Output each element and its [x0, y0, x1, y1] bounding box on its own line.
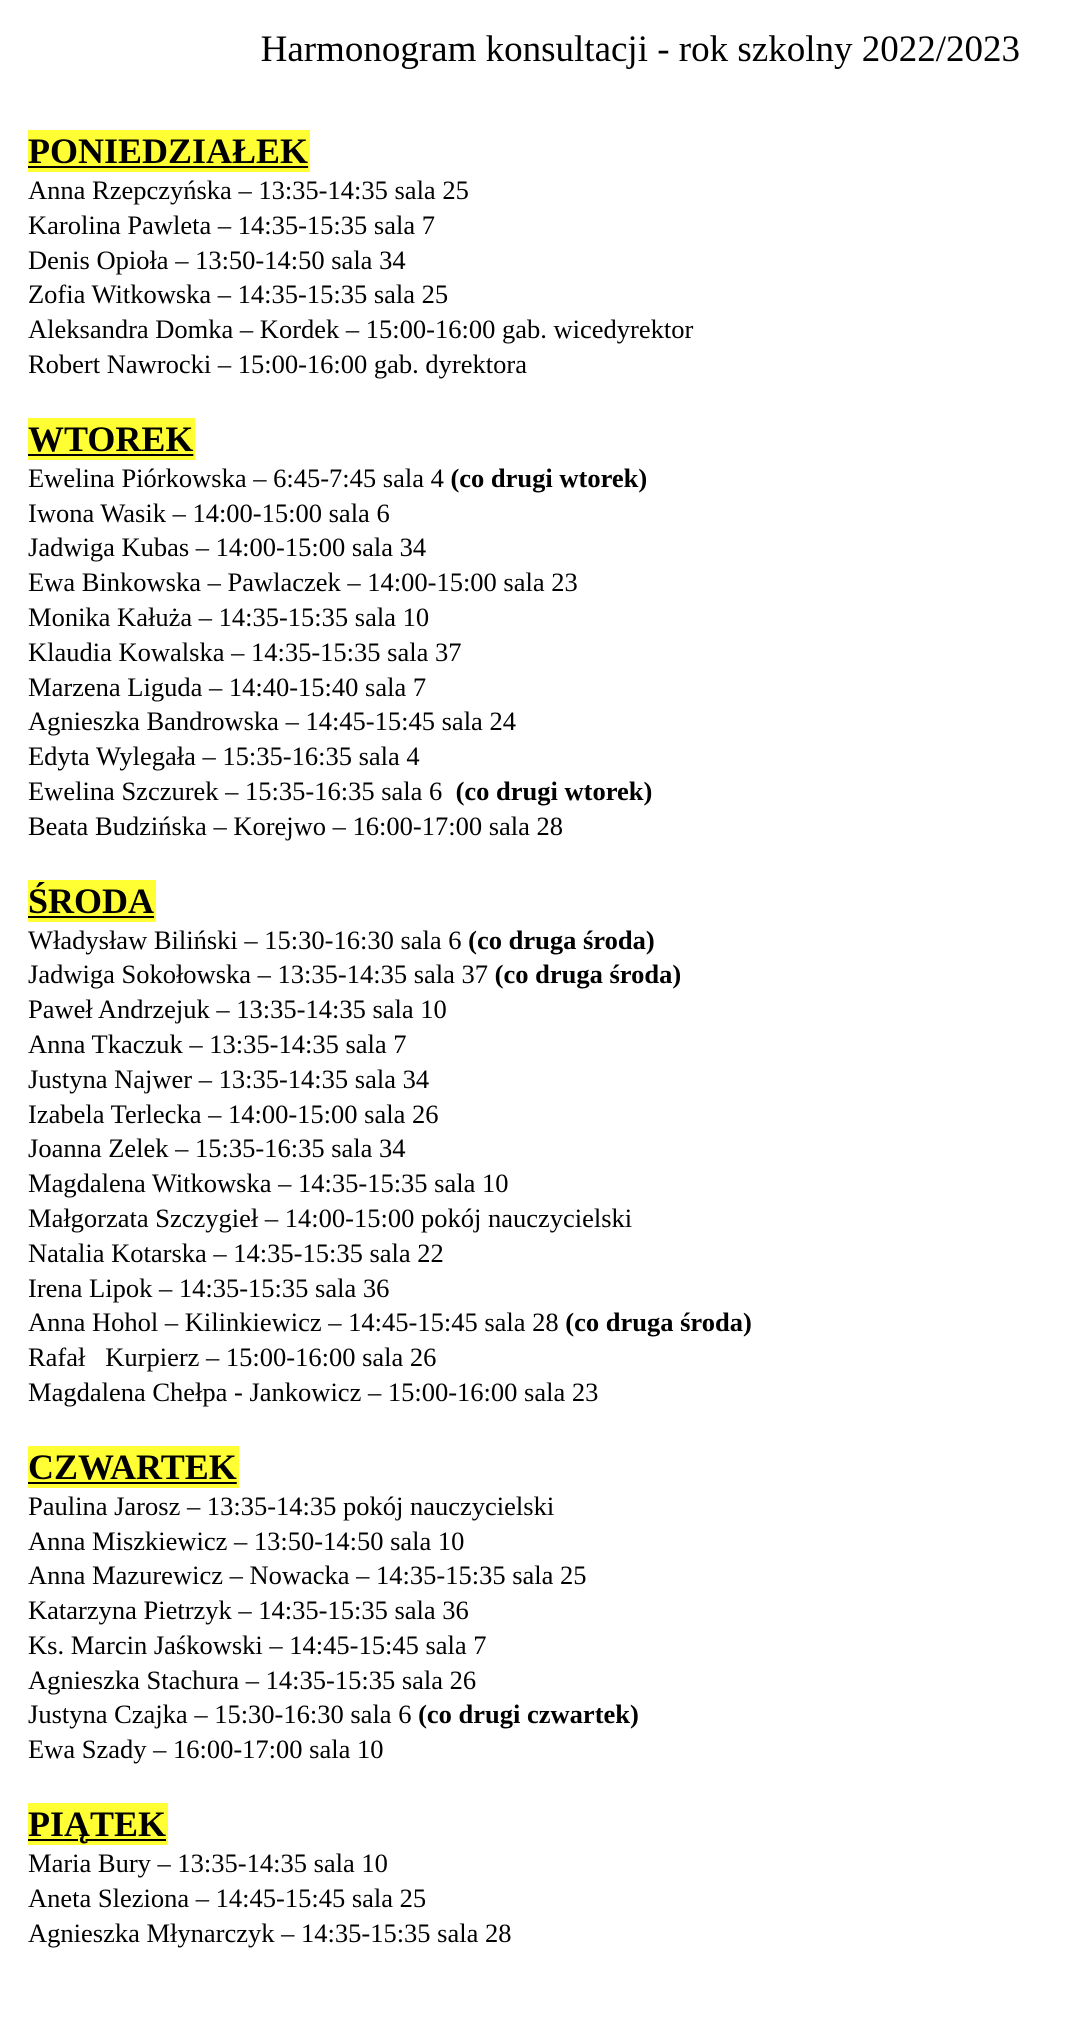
entry-text: Zofia Witkowska – 14:35-15:35 sala 25 — [28, 279, 449, 310]
entry-text: Ewelina Szczurek – 15:35-16:35 sala 6 — [28, 775, 456, 806]
entry-text: Klaudia Kowalska – 14:35-15:35 sala 37 — [28, 636, 462, 667]
entry-text: Beata Budzińska – Korejwo – 16:00-17:00 sala 28 — [28, 810, 564, 841]
entry-text: Natalia Kotarska – 14:35-15:35 sala 22 — [28, 1237, 444, 1268]
consultation-entry — [28, 530, 1058, 565]
day-heading: PIĄTEK — [28, 1804, 167, 1845]
entry-text: Maria Bury – 13:35-14:35 sala 10 — [28, 1848, 388, 1879]
consultation-list — [28, 1846, 1058, 1950]
consultation-entry — [28, 992, 1058, 1027]
consultation-entry — [28, 1558, 1058, 1593]
document-title: Harmonogram konsultacji - rok szkolny 2022/2023 — [260, 29, 1020, 70]
entry-text: Izabela Terlecka – 14:00-15:00 sala 26 — [28, 1098, 439, 1129]
consultation-entry — [28, 1593, 1058, 1628]
consultation-entry — [28, 1131, 1058, 1166]
consultation-entry — [28, 1305, 1058, 1340]
entry-text: Agnieszka Bandrowska – 14:45-15:45 sala 24 — [28, 706, 516, 737]
consultation-entry — [28, 347, 1058, 382]
consultation-entry — [28, 1201, 1058, 1236]
entry-text: Małgorzata Szczygieł – 14:00-15:00 pokój nauczycielski — [28, 1202, 633, 1233]
entry-text: Denis Opioła – 13:50-14:50 sala 34 — [28, 244, 406, 275]
consultation-entry — [28, 1697, 1058, 1732]
consultation-entry — [28, 173, 1058, 208]
day-section — [28, 1446, 1058, 1767]
day-heading: CZWARTEK — [28, 1446, 237, 1487]
entry-text: Anna Tkaczuk – 13:35-14:35 sala 7 — [28, 1028, 407, 1059]
entry-note: (co druga środa) — [494, 959, 682, 990]
day-heading: PONIEDZIAŁEK — [28, 131, 309, 171]
entry-text: Monika Kałuża – 14:35-15:35 sala 10 — [28, 601, 430, 632]
entry-text: Justyna Najwer – 13:35-14:35 sala 34 — [28, 1063, 430, 1094]
consultation-entry — [28, 243, 1058, 278]
day-section — [28, 130, 1058, 382]
entry-text: Edyta Wylegała – 15:35-16:35 sala 4 — [28, 741, 420, 772]
entry-text: Ks. Marcin Jaśkowski – 14:45-15:45 sala 7 — [28, 1629, 487, 1660]
consultation-entry — [28, 1881, 1058, 1916]
consultation-list — [28, 461, 1058, 844]
entry-text: Aneta Sleziona – 14:45-15:45 sala 25 — [28, 1882, 427, 1913]
entry-text: Paweł Andrzejuk – 13:35-14:35 sala 10 — [28, 994, 447, 1025]
entry-text: Ewa Szady – 16:00-17:00 sala 10 — [28, 1734, 384, 1765]
consultation-entry — [28, 670, 1058, 705]
entry-text: Agnieszka Stachura – 14:35-15:35 sala 26 — [28, 1664, 477, 1695]
consultation-entry — [28, 312, 1058, 347]
consultation-entry — [28, 1732, 1058, 1767]
entry-note: (co drugi wtorek) — [455, 775, 653, 806]
entry-note: (co drugi czwartek) — [418, 1699, 639, 1730]
consultation-entry — [28, 600, 1058, 635]
consultation-entry — [28, 1846, 1058, 1881]
consultation-entry — [28, 1489, 1058, 1524]
consultation-entry — [28, 208, 1058, 243]
consultation-entry — [28, 1166, 1058, 1201]
consultation-entry — [28, 1628, 1058, 1663]
consultation-entry — [28, 496, 1058, 531]
consultation-entry — [28, 565, 1058, 600]
consultation-entry — [28, 1340, 1058, 1375]
entry-text: Jadwiga Sokołowska – 13:35-14:35 sala 37 — [28, 959, 495, 990]
entry-text: Joanna Zelek – 15:35-16:35 sala 34 — [28, 1133, 406, 1164]
entry-text: Irena Lipok – 14:35-15:35 sala 36 — [28, 1272, 390, 1303]
entry-text: Karolina Pawleta – 14:35-15:35 sala 7 — [28, 209, 435, 240]
consultation-entry — [28, 1097, 1058, 1132]
consultation-entry — [28, 809, 1058, 844]
consultation-entry — [28, 739, 1058, 774]
consultation-entry — [28, 1663, 1058, 1698]
entry-text: Ewelina Piórkowska – 6:45-7:45 sala 4 — [28, 462, 451, 493]
consultation-entry — [28, 1236, 1058, 1271]
entry-text: Agnieszka Młynarczyk – 14:35-15:35 sala 28 — [28, 1917, 512, 1948]
entry-note: (co druga środa) — [468, 924, 655, 955]
consultation-entry — [28, 774, 1058, 809]
consultation-entry — [28, 1027, 1058, 1062]
entry-text: Magdalena Witkowska – 14:35-15:35 sala 10 — [28, 1168, 509, 1199]
entry-text: Katarzyna Pietrzyk – 14:35-15:35 sala 36 — [28, 1595, 469, 1626]
entry-text: Justyna Czajka – 15:30-16:30 sala 6 — [28, 1699, 419, 1730]
day-section — [28, 880, 1058, 1410]
entry-text: Ewa Binkowska – Pawlaczek – 14:00-15:00 sala 23 — [28, 567, 578, 598]
consultation-entry — [28, 704, 1058, 739]
day-section — [28, 418, 1058, 844]
consultation-list — [28, 1489, 1058, 1767]
entry-text: Jadwiga Kubas – 14:00-15:00 sala 34 — [28, 532, 427, 563]
entry-text: Anna Rzepczyńska – 13:35-14:35 sala 25 — [28, 175, 469, 205]
entry-text: Anna Miszkiewicz – 13:50-14:50 sala 10 — [28, 1525, 465, 1556]
entry-text: Anna Hohol – Kilinkiewicz – 14:45-15:45 sala 28 — [28, 1307, 566, 1338]
consultation-entry — [28, 1271, 1058, 1306]
entry-note: (co druga środa) — [565, 1307, 752, 1338]
entry-text: Iwona Wasik – 14:00-15:00 sala 6 — [28, 497, 390, 528]
entry-text: Władysław Biliński – 15:30-16:30 sala 6 — [28, 924, 469, 955]
consultation-entry — [28, 1375, 1058, 1410]
entry-text: Paulina Jarosz – 13:35-14:35 pokój nauczycielski — [28, 1490, 555, 1521]
consultation-entry — [28, 957, 1058, 992]
entry-note: (co drugi wtorek) — [450, 462, 648, 493]
consultation-entry — [28, 1524, 1058, 1559]
consultation-entry — [28, 461, 1058, 496]
consultation-list — [28, 923, 1058, 1410]
entry-text: Aleksandra Domka – Kordek – 15:00-16:00 gab. wicedyrektor — [28, 314, 694, 345]
entry-text: Rafał Kurpierz – 15:00-16:00 sala 26 — [28, 1342, 437, 1373]
entry-text: Robert Nawrocki – 15:00-16:00 gab. dyrektora — [28, 348, 527, 379]
consultation-entry — [28, 923, 1058, 958]
schedule — [28, 130, 1058, 1986]
consultation-entry — [28, 1916, 1058, 1951]
entry-text: Magdalena Chełpa - Jankowicz – 15:00-16:00 sala 23 — [28, 1376, 599, 1407]
day-heading: ŚRODA — [28, 880, 155, 921]
consultation-entry — [28, 277, 1058, 312]
entry-text: Anna Mazurewicz – Nowacka – 14:35-15:35 sala 25 — [28, 1560, 587, 1591]
day-section — [28, 1803, 1058, 1950]
consultation-list — [28, 173, 1058, 382]
consultation-entry — [28, 635, 1058, 670]
consultation-entry — [28, 1062, 1058, 1097]
day-heading: WTOREK — [28, 418, 194, 459]
entry-text: Marzena Liguda – 14:40-15:40 sala 7 — [28, 671, 427, 702]
